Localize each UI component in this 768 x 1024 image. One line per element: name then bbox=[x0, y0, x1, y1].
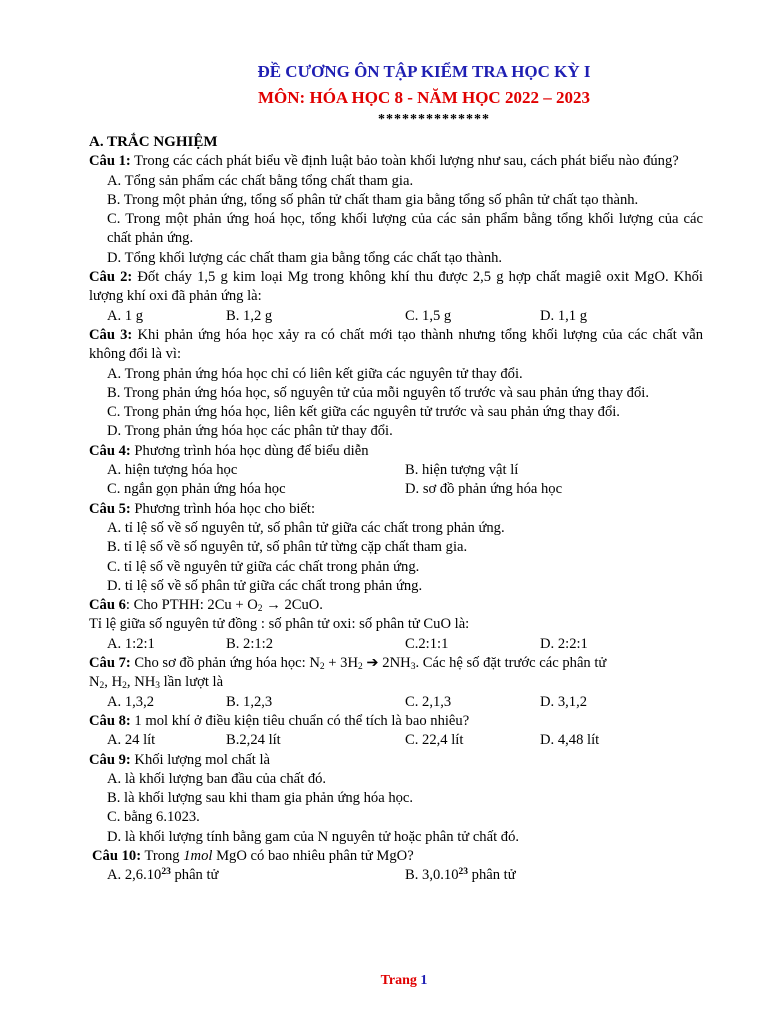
question-2 bbox=[89, 268, 703, 307]
question-1 bbox=[89, 152, 703, 171]
question-2-option-a: A. 1 g bbox=[107, 307, 144, 324]
question-2-options bbox=[89, 307, 703, 326]
question-1-option-d: D. Tổng khối lượng các chất tham gia bằng tổng các chất tạo thành. bbox=[107, 249, 503, 266]
document-body bbox=[89, 133, 703, 886]
question-5-option-c: C. tỉ lệ số về nguyên tử giữa các chất trong phản ứng. bbox=[107, 558, 420, 575]
question-1-text: Trong các cách phát biểu về định luật bảo toàn khối lượng như sau, cách phát biểu nào đúng? bbox=[130, 153, 679, 170]
question-4-options-row-1 bbox=[89, 461, 703, 480]
page-footer bbox=[20, 973, 768, 989]
question-4-option-c: C. ngắn gọn phản ứng hóa học bbox=[107, 481, 286, 498]
question-5-text: Phương trình hóa học cho biết: bbox=[130, 500, 316, 517]
question-10-option-a bbox=[107, 866, 218, 885]
question-5-option-b: B. tỉ lệ số về số nguyên tử, số phân tử từng cặp chất tham gia. bbox=[107, 539, 468, 556]
question-7-text-4: . Các hệ số đặt trước các phân tử bbox=[415, 655, 607, 672]
question-4-label: Câu 4: bbox=[89, 442, 131, 459]
question-7-line-2 bbox=[89, 673, 703, 692]
question-5 bbox=[89, 500, 703, 519]
question-8-option-c: C. 22,4 lít bbox=[405, 732, 464, 749]
title-divider: ************** bbox=[378, 112, 490, 127]
question-7-text-5: lần lượt là bbox=[160, 674, 224, 691]
question-8-option-d: D. 4,48 lít bbox=[540, 732, 600, 749]
question-7-text-2: + 3H bbox=[324, 655, 359, 672]
question-2-text: Đốt cháy 1,5 g kim loại Mg trong không khí thu được 2,5 g hợp chất magiê oxit MgO. Khối lượng khí oxi đã phản ứng là: bbox=[89, 269, 703, 305]
question-6-equation-start: : Cho PTHH: 2Cu + O bbox=[125, 597, 258, 614]
question-7-option-c: C. 2,1,3 bbox=[405, 693, 452, 710]
reaction-arrow-icon: ➔ bbox=[366, 655, 379, 672]
question-4-options-row-2 bbox=[89, 480, 703, 499]
question-2-option-d: D. 1,1 g bbox=[540, 307, 588, 324]
question-1-option-c: C. Trong một phản ứng hoá học, tổng khối lượng của các sản phẩm bằng tổng khối lượng của các chất phản ứng. bbox=[107, 211, 703, 247]
question-6-label: Câu 6 bbox=[89, 597, 126, 614]
question-4 bbox=[89, 442, 703, 461]
question-4-option-d: D. sơ đồ phản ứng hóa học bbox=[405, 481, 563, 498]
question-2-option-b: B. 1,2 g bbox=[226, 307, 273, 324]
question-6-option-b: B. 2:1:2 bbox=[226, 635, 274, 652]
question-3-option-c: C. Trong phản ứng hóa học, liên kết giữa các nguyên tử trước và sau phản ứng thay đổi. bbox=[107, 404, 620, 421]
subscript: 2 bbox=[319, 662, 325, 673]
formula-n: N bbox=[89, 674, 100, 691]
question-7-text-1: Cho sơ đồ phản ứng hóa học: N bbox=[130, 655, 320, 672]
question-7-option-b: B. 1,2,3 bbox=[226, 693, 273, 710]
question-8 bbox=[89, 712, 703, 731]
question-7 bbox=[89, 654, 703, 673]
question-10-text-2: MgO có bao nhiêu phân tử MgO? bbox=[212, 847, 414, 864]
section-heading: A. TRẮC NGHIỆM bbox=[89, 134, 218, 150]
question-10-text-1: Trong bbox=[141, 847, 184, 864]
question-5-option-a: A. tỉ lệ số về số nguyên tử, số phân tử giữa các chất trong phản ứng. bbox=[107, 519, 505, 536]
subscript: 3 bbox=[410, 662, 416, 673]
question-8-options bbox=[89, 731, 703, 750]
question-3-text: Khi phản ứng hóa học xảy ra có chất mới tạo thành nhưng tổng khối lượng của các chất vẫn không đổi là vì: bbox=[89, 326, 703, 363]
option-b-value: B. 3,0.10 bbox=[405, 867, 459, 884]
question-2-option-c: C. 1,5 g bbox=[405, 307, 452, 324]
question-10-label: Câu 10: bbox=[92, 847, 142, 864]
question-7-options bbox=[89, 693, 703, 712]
question-5-option-d: D. tỉ lệ số về số phân tử giữa các chất trong phản ứng. bbox=[107, 577, 423, 594]
document-subject: MÔN: HÓA HỌC 8 - NĂM HỌC 2022 – 2023 bbox=[258, 88, 590, 107]
question-10-options bbox=[89, 866, 703, 885]
subscript: 2 bbox=[358, 662, 363, 673]
question-2-label: Câu 2: bbox=[89, 269, 133, 286]
question-3-label: Câu 3: bbox=[89, 326, 133, 343]
question-1-option-b: B. Trong một phản ứng, tổng số phân tử chất tham gia bằng tổng số phân tử chất tạo thành. bbox=[107, 191, 639, 208]
question-9-option-d: D. là khối lượng tính bằng gam của N nguyên tử hoặc phân tử chất đó. bbox=[107, 828, 520, 845]
subscript: 3 bbox=[155, 681, 161, 692]
option-a-unit: phân tử bbox=[170, 867, 219, 884]
document-title: ĐỀ CƯƠNG ÔN TẬP KIỂM TRA HỌC KỲ I bbox=[257, 62, 591, 81]
question-9-text: Khối lượng mol chất là bbox=[130, 751, 271, 768]
question-8-option-a: A. 24 lít bbox=[107, 732, 156, 749]
question-6-text: Tỉ lệ giữa số nguyên tử đồng : số phân tử oxi: số phân tử CuO là: bbox=[89, 616, 470, 633]
question-3-option-b: B. Trong phản ứng hóa học, số nguyên tử của mỗi nguyên tố trước và sau phản ứng thay đổi. bbox=[107, 384, 649, 401]
page-label: Trang bbox=[380, 973, 417, 988]
question-6-options bbox=[89, 635, 703, 654]
question-4-option-a: A. hiện tượng hóa học bbox=[107, 462, 238, 479]
question-6-equation-end: → 2CuO. bbox=[262, 597, 323, 614]
question-8-label: Câu 8: bbox=[89, 712, 131, 729]
page-number: 1 bbox=[420, 973, 428, 988]
subscript: 2 bbox=[122, 681, 127, 692]
question-7-option-a: A. 1,3,2 bbox=[107, 693, 155, 710]
formula-h: , H bbox=[104, 674, 123, 691]
question-6 bbox=[89, 596, 703, 615]
question-1-label: Câu 1: bbox=[89, 153, 131, 170]
question-3-option-a: A. Trong phản ứng hóa học chỉ có liên kết giữa các nguyên tử thay đổi. bbox=[107, 365, 523, 382]
question-9-option-c: C. bằng 6.1023. bbox=[107, 809, 200, 826]
question-9-option-a: A. là khối lượng ban đầu của chất đó. bbox=[107, 770, 327, 787]
question-6-option-c: C.2:1:1 bbox=[405, 635, 449, 652]
exponent: 23 bbox=[161, 867, 171, 878]
question-7-label: Câu 7: bbox=[89, 655, 131, 672]
formula-nh: , NH bbox=[126, 674, 156, 691]
question-3-option-d: D. Trong phản ứng hóa học các phân tử thay đổi. bbox=[107, 423, 393, 440]
subscript: 2 bbox=[99, 681, 105, 692]
question-5-label: Câu 5: bbox=[89, 500, 131, 517]
question-4-text: Phương trình hóa học dùng để biểu diễn bbox=[130, 442, 369, 459]
question-1-option-a: A. Tổng sản phẩm các chất bằng tổng chất tham gia. bbox=[107, 172, 414, 189]
question-10-option-b bbox=[405, 866, 516, 885]
question-6-option-d: D. 2:2:1 bbox=[540, 635, 588, 652]
question-10 bbox=[89, 847, 703, 866]
question-9-option-b: B. là khối lượng sau khi tham gia phản ứng hóa học. bbox=[107, 790, 414, 807]
question-7-option-d: D. 3,1,2 bbox=[540, 693, 588, 710]
question-8-text: 1 mol khí ở điều kiện tiêu chuẩn có thể tích là bao nhiêu? bbox=[130, 712, 470, 729]
question-3 bbox=[89, 326, 703, 365]
question-6-option-a: A. 1:2:1 bbox=[107, 635, 155, 652]
question-10-unit: 1mol bbox=[183, 847, 213, 864]
exponent: 23 bbox=[458, 867, 469, 878]
subscript: 2 bbox=[257, 604, 263, 615]
option-b-unit: phân tử bbox=[468, 867, 516, 884]
option-a-value: A. 2,6.10 bbox=[107, 867, 162, 884]
question-8-option-b: B.2,24 lít bbox=[226, 732, 281, 749]
question-7-text-3: 2NH bbox=[378, 655, 411, 672]
question-9 bbox=[89, 751, 703, 770]
question-9-label: Câu 9: bbox=[89, 751, 131, 768]
question-4-option-b: B. hiện tượng vật lí bbox=[405, 462, 519, 479]
